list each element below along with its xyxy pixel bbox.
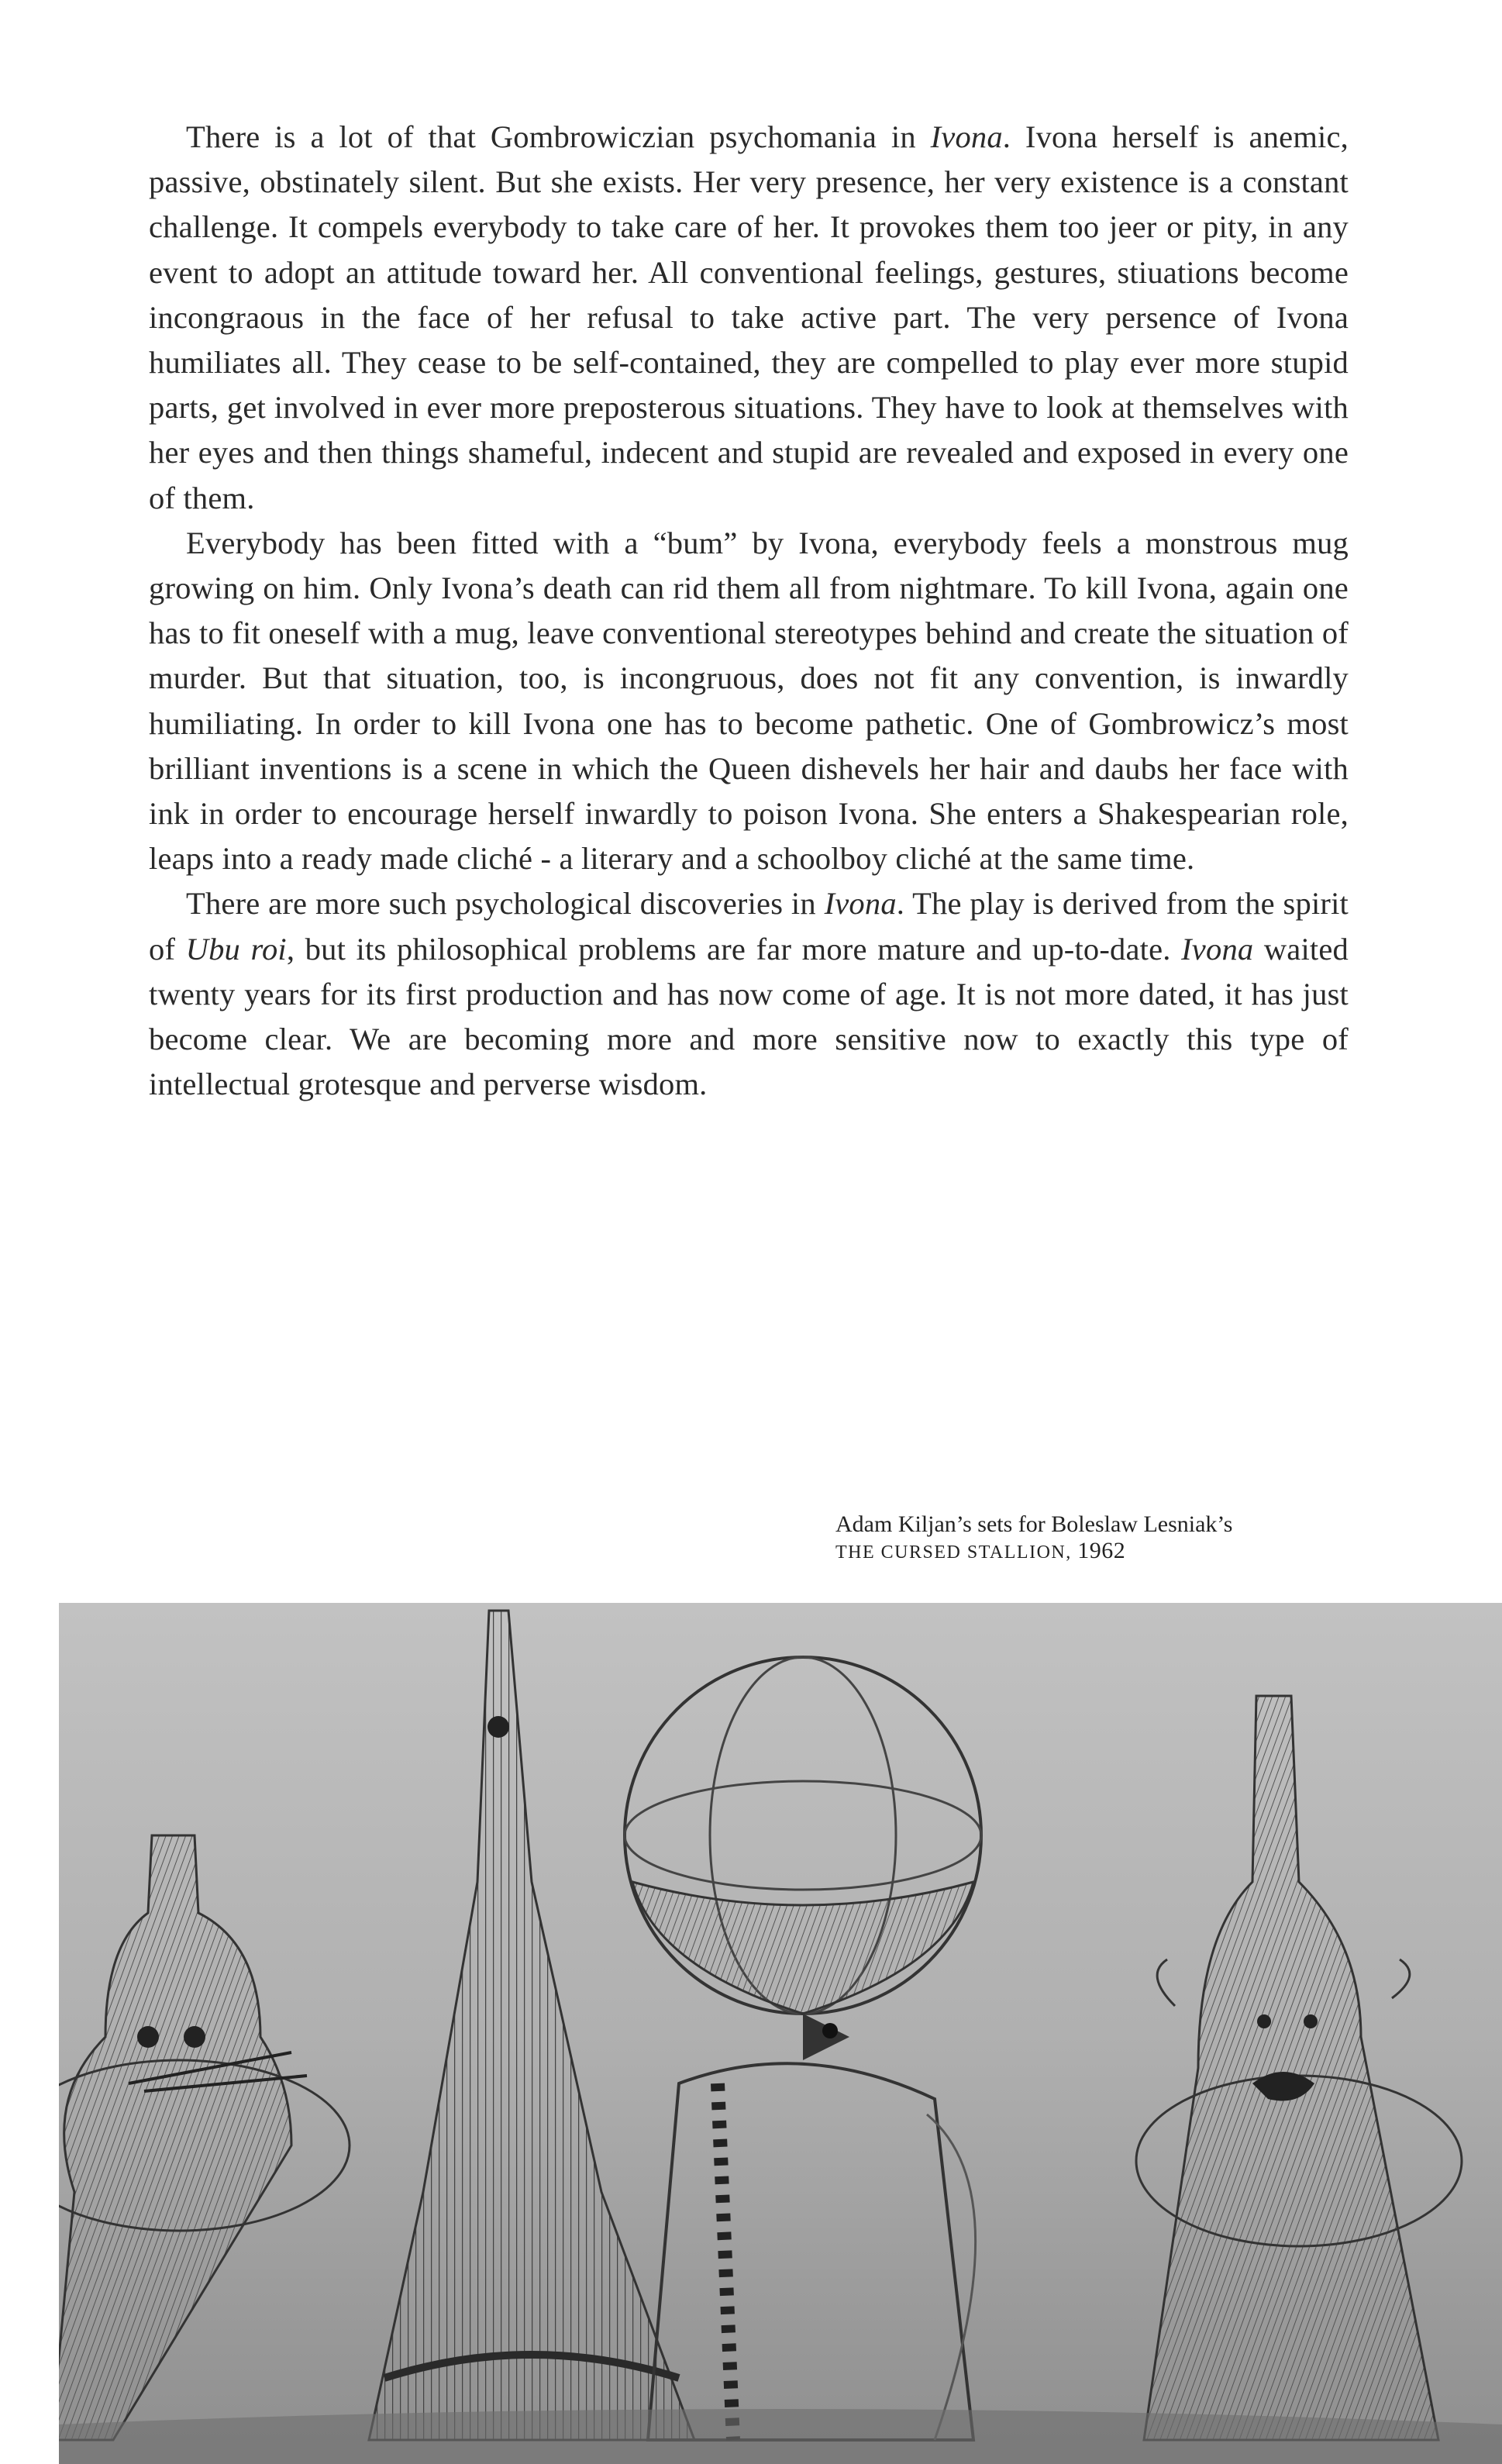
caption-year: 1962 [1077,1538,1126,1563]
text-run: There are more such psychological discoveries in [186,886,825,922]
stage-set-illustration [59,1603,1502,2464]
caption-title: THE CURSED STALLION, [835,1542,1072,1563]
italic-title-ivona: Ivona [930,119,1003,154]
caption-line-1: Adam Kiljan’s sets for Boleslaw Lesniak’s [835,1511,1233,1537]
paragraph-3 [149,881,1349,1107]
text-run: Everybody has been fitted with a “bum” by Ivona, everybody feels a monstrous mug growing on him. Only Ivona’s death can rid them all from nightmare. To kill Ivona, again one has to fit oneself with a mug, leave conventional stereotypes behind and create the situation of murder. But that situation, too, is incongruous, does not fit any convention, is inwardly humiliating. In order to kill Ivona one has to become pathetic. One of Gombrowicz’s most brilliant inventions is a scene in which the Queen dishevels her hair and daubs her face with ink in order to encourage herself inwardly to poison Ivona. She enters a Shakespearian role, leaps into a ready made cliché - a literary and a schoolboy cliché at the same time. [149,525,1349,877]
paragraph-2 [149,521,1349,882]
stage-set-photograph [59,1603,1502,2464]
paragraph-1 [149,115,1349,521]
italic-title-ivona: Ivona [1181,931,1254,967]
text-run: . Ivona herself is anemic, passive, obstinately silent. But she exists. Her very presence, her very existence is a constant challenge. It compels everybody to take care of her. It provokes them too jeer or pity, in any event to adopt an attitude toward her. All conventional feelings, gestures, stiuations become incongraous in the face of her refusal to take active part. The very persence of Ivona humiliates all. They cease to be self-contained, they are compelled to play ever more stupid parts, get involved in ever more preposterous situations. They have to look at themselves with her eyes and then things shameful, indecent and stupid are revealed and exposed in every one of them. [149,119,1349,515]
caption-line-2 [835,1538,1362,1566]
text-run: . The play is derived from the spirit of [149,886,1349,967]
italic-title-ivona: Ivona [824,886,897,922]
text-run: There is a lot of that Gombrowiczian psychomania in [186,119,931,154]
text-run: , but its philosophical problems are far more mature and up-to-date. [286,931,1182,967]
article-text [149,115,1349,1107]
italic-title-ubu-roi: Ubu roi [185,931,287,967]
photo-caption [835,1511,1362,1566]
text-run: waited twenty years for its first production and has now come of age. It is not more dated, it has just become clear. We are becoming more and more sensitive now to exactly this type of intellectual grotesque and perverse wisdom. [149,931,1349,1102]
